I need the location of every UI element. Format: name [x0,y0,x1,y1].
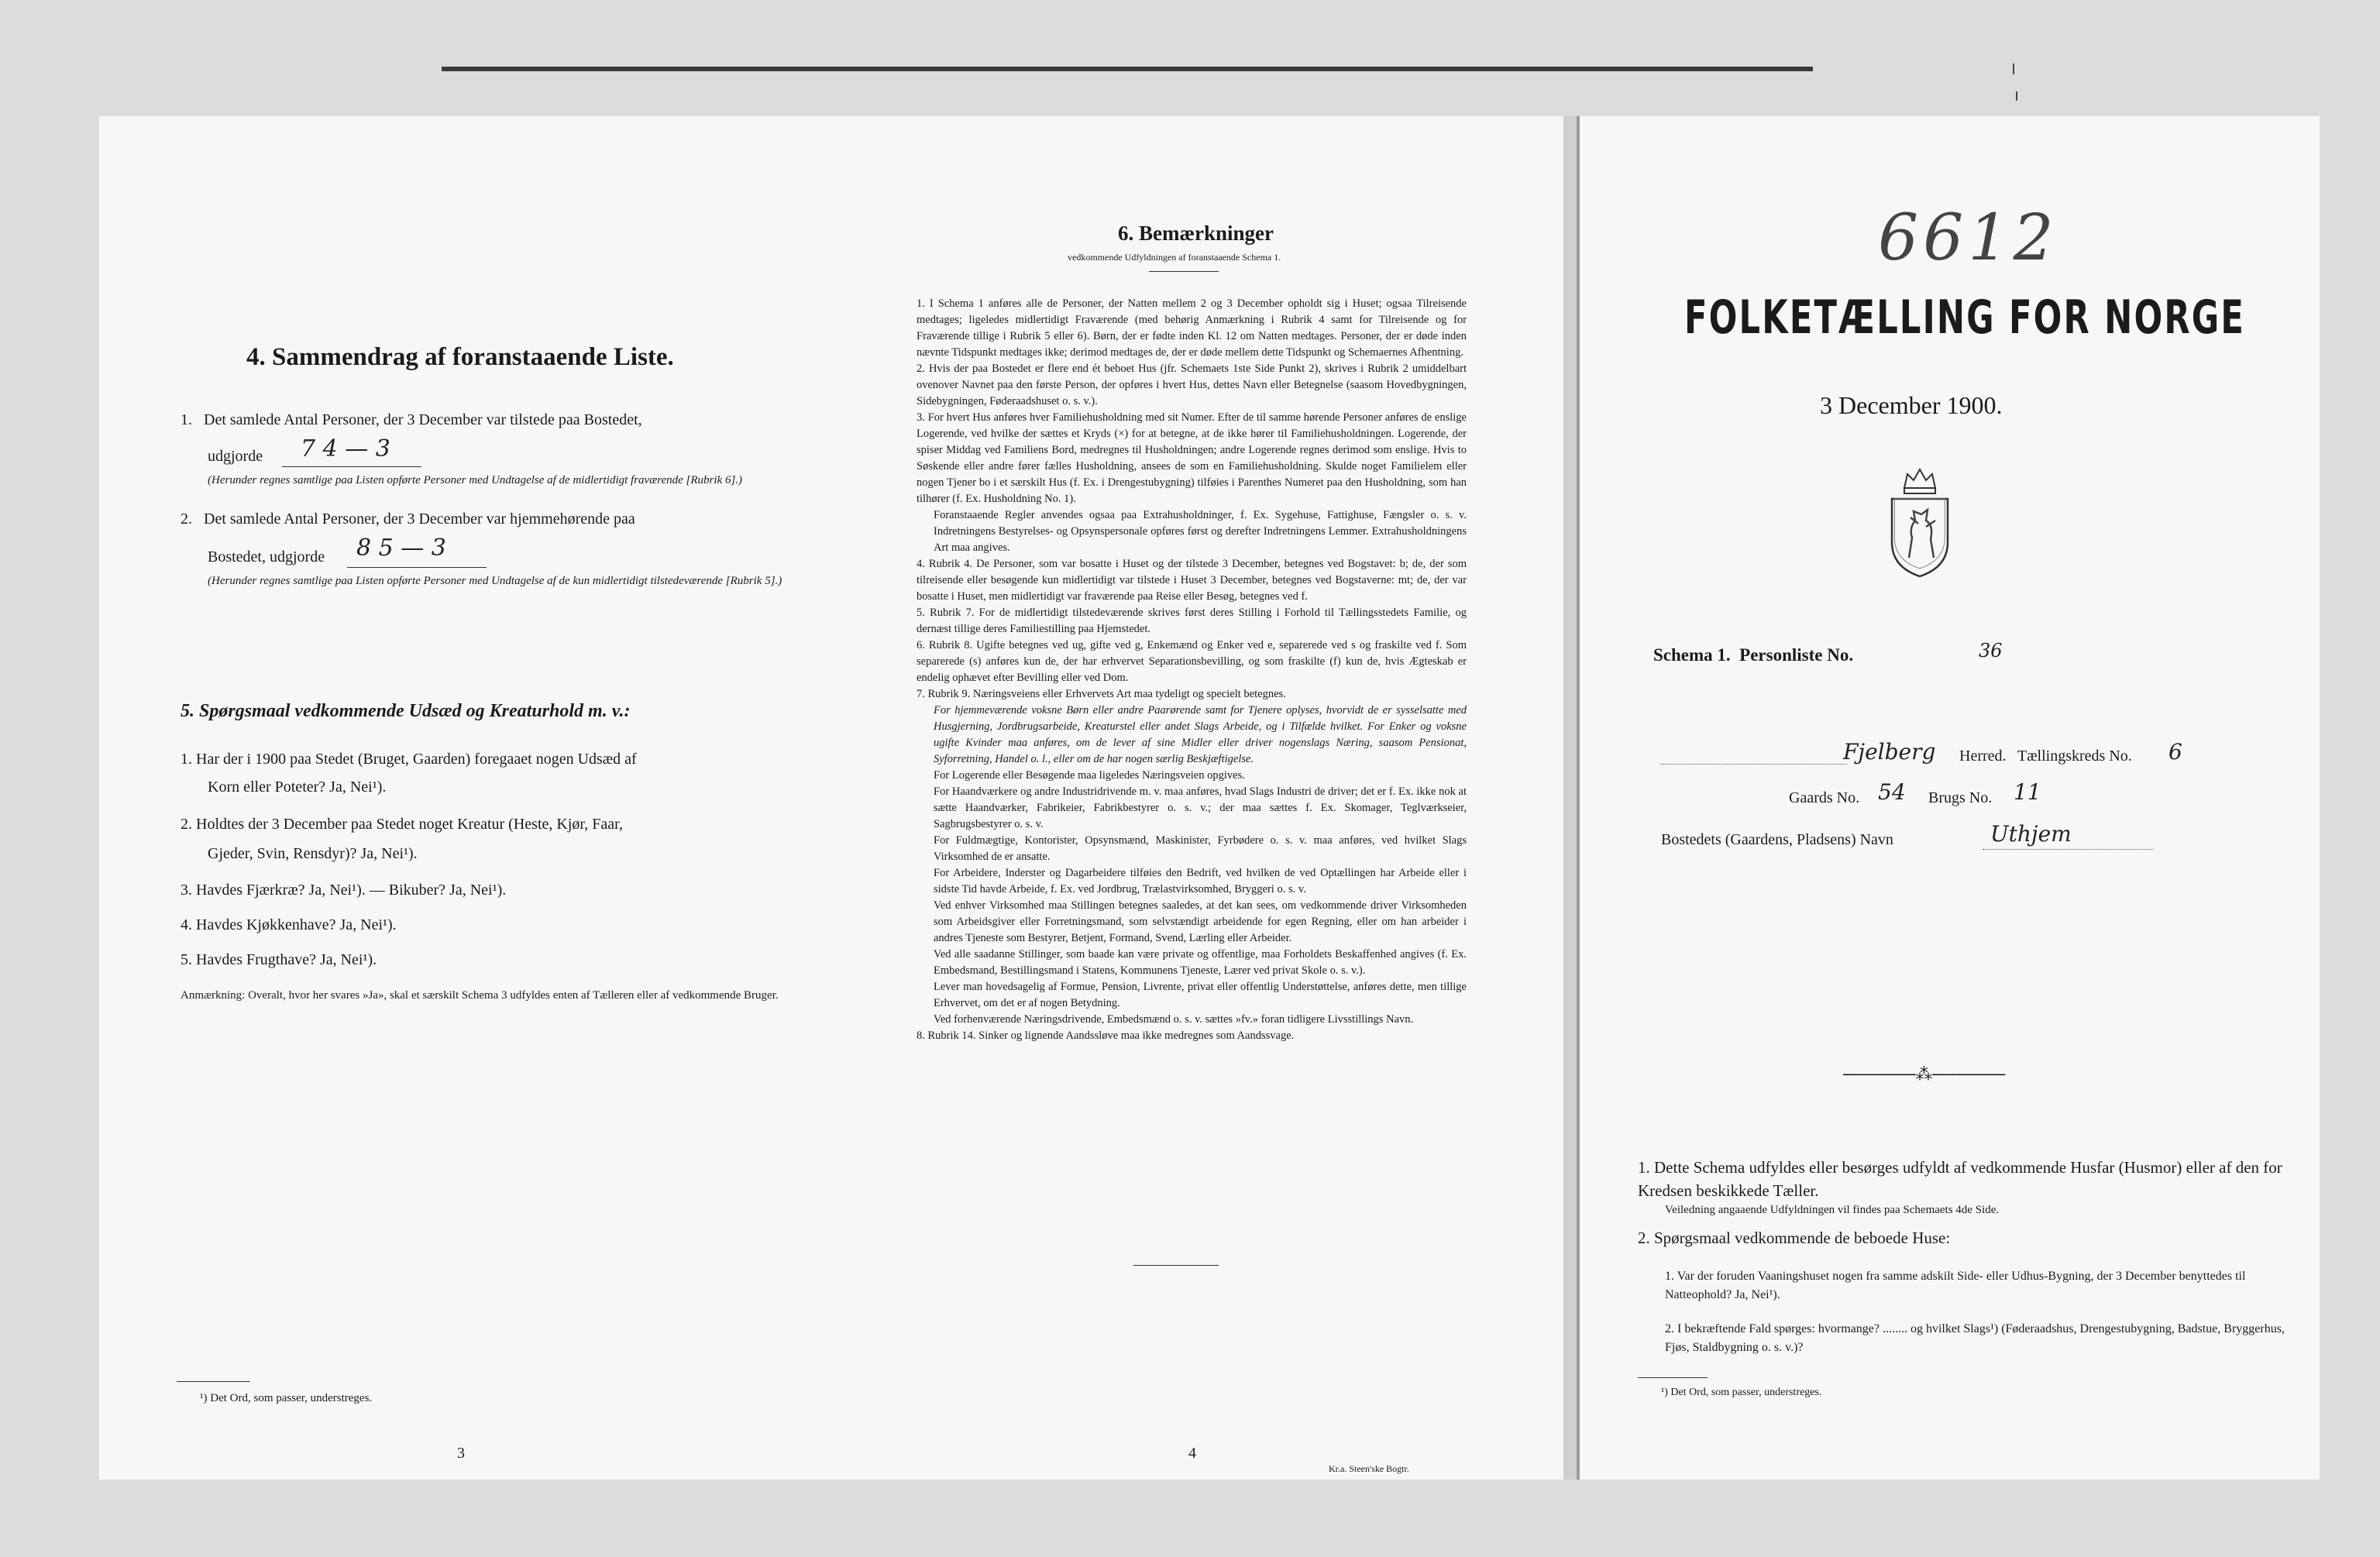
summary-item-1-note: (Herunder regnes samtlige paa Listen opførte Personer med Undtagelse af de midlertidigt fraværende [Rubrik 6].) [208,474,743,486]
remark-paragraph: Lever man hovedsagelig af Formue, Pension, Livrente, privat eller offentlig Understøttelse, anføres dette, men tillige Erhvervet, om det er af nogen Betydning. [934,981,1467,1009]
census-date: 3 December 1900. [1820,391,2003,419]
remarks-body [917,296,1467,1044]
remark-paragraph: 4. Rubrik 4. De Personer, som var bosatte i Huset og der tilstede 3 December, betegnes ved Bogstavet: b; de, der som tilreisende eller besøgende kun midlertidigt var tilstede i Huset 3 December, betegnes ved Bogstaverne: mt; de, der var bosatte i Huset, men midlertidigt var fraværende paa Reise eller Besøg, betegnes ved f. [917,558,1467,603]
gaards-value: 54 [1878,779,1906,805]
footnote: ¹) Det Ord, som passer, understreges. [200,1392,373,1404]
bosted-label: Bostedets (Gaardens, Pladsens) Navn [1661,831,1893,848]
page-3 [99,116,827,1480]
brugs-value: 11 [2014,779,2041,805]
remark-paragraph: 6. Rubrik 8. Ugifte betegnes ved ug, gifte ved g, Enkemænd og Enker ved e, separerede ved s og fraskilte ved f. Som separerede (s) anføres kun de, der har erhvervet Separationsbevilling, og som fraskilte (f) kun de, hvis Ægteskab er endelig ophævet efter Bevilling eller ved Dom. [917,639,1467,684]
remark-paragraph: For Fuldmægtige, Kontorister, Opsynsmænd, Maskinister, Fyrbødere o. s. v. maa anføres, ved hvilket Slags Virksomhed de er ansatte. [934,834,1467,863]
instruction-1: 1. Dette Schema udfyldes eller besørges udfyldt af vedkommende Husfar (Husmor) eller af den for Kredsen beskikkede Tæller. [1638,1158,2282,1200]
remark-paragraph: 1. I Schema 1 anføres alle de Personer, der Natten mellem 2 og 3 December opholdt sig i Huset; ogsaa Tilreisende medtages; ligeledes midlertidigt Fraværende (med behørig Anmærkning i Rubrik 4 samt for Tilreisende og for Fraværende tillige i Rubrik 5 eller 6). Børn, der er fødte inden Kl. 12 om Natten medtages. Personer, der er døde inden nævnte Tidspunkt medtages ikke; derimod medtages de, der er døde mellem dette Tidspunkt og Schemaernes Afhentning. [917,297,1467,359]
remark-paragraph: 5. Rubrik 7. For de midlertidigt tilstedeværende skrives først deres Stilling i Forhold til Tællingsstedets Familie, og dernæst tillige deres Familiestilling paa Hjemstedet. [917,607,1467,635]
instruction-2-2: 2. I bekræftende Fald spørges: hvormange? ........ og hvilket Slags¹) (Føderaadshus, Drengestubygning, Badstue, Bryggerhus, Fjøs, Staldbygning o. s. v.)? [1665,1322,2285,1354]
remark-paragraph: 2. Hvis der paa Bostedet er flere end ét beboet Hus (jfr. Schemaets 1ste Side Punkt 2), skrives i Rubrik 2 umiddelbart ovenover Navnet paa den første Person, der opføres i hvert Hus, dettes Navn eller Betegnelse (saasom Hovedbygningen, Sidebygningen, Føderaadshuset o. s. v.). [917,363,1467,407]
summary-item-2-label: Bostedet, udgjorde [208,548,325,565]
remarks-title: 6. Bemærkninger [1118,222,1274,245]
summary-item-1-label: udgjorde [208,448,263,465]
summary-item-2-note: (Herunder regnes samtlige paa Listen opførte Personer med Undtagelse af de kun midlertidigt tilstedeværende [Rubrik 5].) [208,575,782,587]
personliste-number: 36 [1979,640,2003,662]
ornament-divider: ──────⁂────── [1843,1064,2006,1084]
fill-line [282,466,421,467]
instruction-2-1: 1. Var der foruden Vaaningshuset nogen fra samme adskilt Side- eller Udhus-Bygning, der 3 December benyttedes til Natteophold? Ja, Nei¹). [1665,1270,2246,1301]
title-rule [1149,271,1219,272]
kreds-value: 6 [2168,739,2182,765]
summary-item-1: 1. Det samlede Antal Personer, der 3 December var tilstede paa Bostedet, [181,411,642,428]
question-4: 4. Havdes Kjøkkenhave? Ja, Nei¹). [181,916,397,933]
coat-of-arms-icon [1887,466,1953,579]
page-1-cover [1577,116,2320,1480]
instruction-1-note: Veiledning angaaende Udfyldningen vil findes paa Schemaets 4de Side. [1665,1204,2000,1216]
herred-label: Herred. [1959,748,2007,765]
question-3: 3. Havdes Fjærkræ? Ja, Nei¹). — Bikuber? Ja, Nei¹). [181,882,507,899]
summary-item-2-value: 8 5 — 3 [356,534,446,562]
footnote: ¹) Det Ord, som passer, understreges. [1661,1387,1822,1398]
remark-paragraph: For hjemmeværende voksne Børn eller andre Paarørende samt for Tjenere oplyses, hvorvidt de er sysselsatte med Husgjerning, Jordbrugsarbeide, Kreaturstel eller andet Slags Arbeide, og i Tilfælde hvilket. For Enker og voksne ugifte Kvinder maa anføres, om de lever af sine Midler eller driver nogenslags Næring, saasom Pensionat, Syforretning, Handel o. l., eller om de har nogen særlig Beskjæftigelse. [934,704,1467,765]
question-2-answer: Gjeder, Svin, Rensdyr)? Ja, Nei¹). [208,845,418,862]
question-1: 1. Har der i 1900 paa Stedet (Bruget, Gaarden) foregaaet nogen Udsæd af [181,751,637,768]
section-5-title: 5. Spørgsmaal vedkommende Udsæd og Kreaturhold m. v.: [181,701,631,721]
fill-line [1661,764,1847,765]
remark-paragraph: 8. Rubrik 14. Sinker og lignende Aandssløve maa ikke medregnes som Aandssvage. [917,1029,1295,1042]
instruction-2: 2. Spørgsmaal vedkommende de beboede Huse: [1638,1229,1951,1247]
scan-mark [2016,91,2017,101]
question-1-answer: Korn eller Poteter? Ja, Nei¹). [208,778,387,796]
question-2: 2. Holdtes der 3 December paa Stedet noget Kreatur (Heste, Kjør, Faar, [181,816,623,833]
brugs-label: Brugs No. [1928,789,1993,806]
scan-top-rule [442,67,1813,71]
remark-paragraph: 3. For hvert Hus anføres hver Familiehusholdning med sit Numer. Efter de til samme hørende Personer anføres de enslige Logerende, ved hvilke der sættes et Kryds (×) for at betegne, at de ikke hører til Familiehusholdningen. Logerende, der spiser Middag ved Familiens Bord, medregnes til Husholdningen; andre Logerende regnes derimod som enslige. Hvis to Søskende eller andre fører fælles Husholdning, ansees de som en Familiehusholdning. Skulde noget Familielem eller nogen Tjener bo i et særskilt Hus (f. Ex. i Drengestubygning) tilføies i Parenthes Numeret paa den Husholdning, som han tilhører (f. Ex. Husholdning No. 1). [917,411,1467,505]
fill-line [347,567,487,568]
printer-mark: Kr.a. Steen'ske Bogtr. [1329,1463,1409,1474]
remark-paragraph: For Haandværkere og andre Industridrivende m. v. maa anføres, hvad Slags Industri de driver; det er f. Ex. ikke nok at sætte Haandværker, Fabrikeier, Fabrikbestyrer o. s. v.; der maa sættes f. Ex. Skomager, Teglværkseier, Sagbrugsbestyrer o. s. v. [934,785,1467,830]
book-gutter [1563,116,1577,1480]
question-5: 5. Havdes Frugthave? Ja, Nei¹). [181,951,377,968]
remarks-subtitle: vedkommende Udfyldningen af foranstaaende Schema 1. [1068,252,1281,263]
summary-item-1-value: 7 4 — 3 [301,435,390,462]
page-number: 4 [1188,1445,1196,1462]
footnote-rule [177,1381,250,1382]
closing-rule [1133,1265,1219,1266]
herred-value: Fjelberg [1843,739,1936,765]
remark-paragraph: Ved forhenværende Næringsdrivende, Embedsmænd o. s. v. sættes »fv.» foran tidligere Livsstillings Navn. [934,1013,1414,1026]
archive-number: 6612 [1878,201,2058,275]
gaards-label: Gaards No. [1789,789,1860,806]
form-title: FOLKETÆLLING FOR NORGE [1684,290,2246,345]
remark-paragraph: For Logerende eller Besøgende maa ligeledes Næringsveien opgives. [934,769,1245,782]
schema-heading: Schema 1. Personliste No. [1653,645,1854,665]
remark-paragraph: Ved enhver Virksomhed maa Stillingen betegnes saaledes, at det kan sees, om vedkommende driver Virksomheden som Arbeidsgiver eller Forretningsmand, som selvstændigt arbeidende for egen Regning, eller om han arbeider i andres Tjeneste som Bestyrer, Betjent, Formand, Svend, Lærling eller Arbeider. [934,899,1467,944]
page-number: 3 [457,1445,465,1462]
remark-paragraph: Ved alle saadanne Stillinger, som baade kan være private og offentlige, maa Forholdets Beskaffenhed angives (f. Ex. Embedsmand, Bestillingsmand i Statens, Kommunens Tjeneste, Lærer ved privat Skole o. s. v.). [934,948,1467,977]
fill-line [1983,849,2153,851]
annotation-note: Anmærkning: Overalt, hvor her svares »Ja», skal et særskilt Schema 3 udfyldes enten af Tælleren eller af vedkommende Bruger. [181,989,779,1002]
kreds-label: Tællingskreds No. [2017,748,2132,765]
summary-item-2: 2. Det samlede Antal Personer, der 3 December var hjemmehørende paa [181,510,635,528]
section-4-title: 4. Sammendrag af foranstaaende Liste. [246,343,674,371]
page-4 [827,116,1563,1480]
bosted-value: Uthjem [1990,821,2072,847]
remark-paragraph: Foranstaaende Regler anvendes ogsaa paa Extrahusholdninger, f. Ex. Sygehuse, Fattighuse, Fængsler o. s. v. Indretningens Bestyrelses- og Opsynspersonale opføres først og derefter Indretningens Lemmer. Extrahusholdningens Art maa angives. [934,509,1467,554]
remark-paragraph: For Arbeidere, Inderster og Dagarbeidere tilføies den Bedrift, ved hvilken de ved Optællingen har Arbeide eller i sidste Tid havde Arbeide, f. Ex. ved Jordbrug, Trælastvirksomhed, Bryggeri o. s. v. [934,867,1467,895]
scan-mark [2013,64,2014,74]
footnote-rule [1638,1377,1708,1378]
remark-paragraph: 7. Rubrik 9. Næringsveiens eller Erhvervets Art maa tydeligt og specielt betegnes. [917,688,1286,700]
